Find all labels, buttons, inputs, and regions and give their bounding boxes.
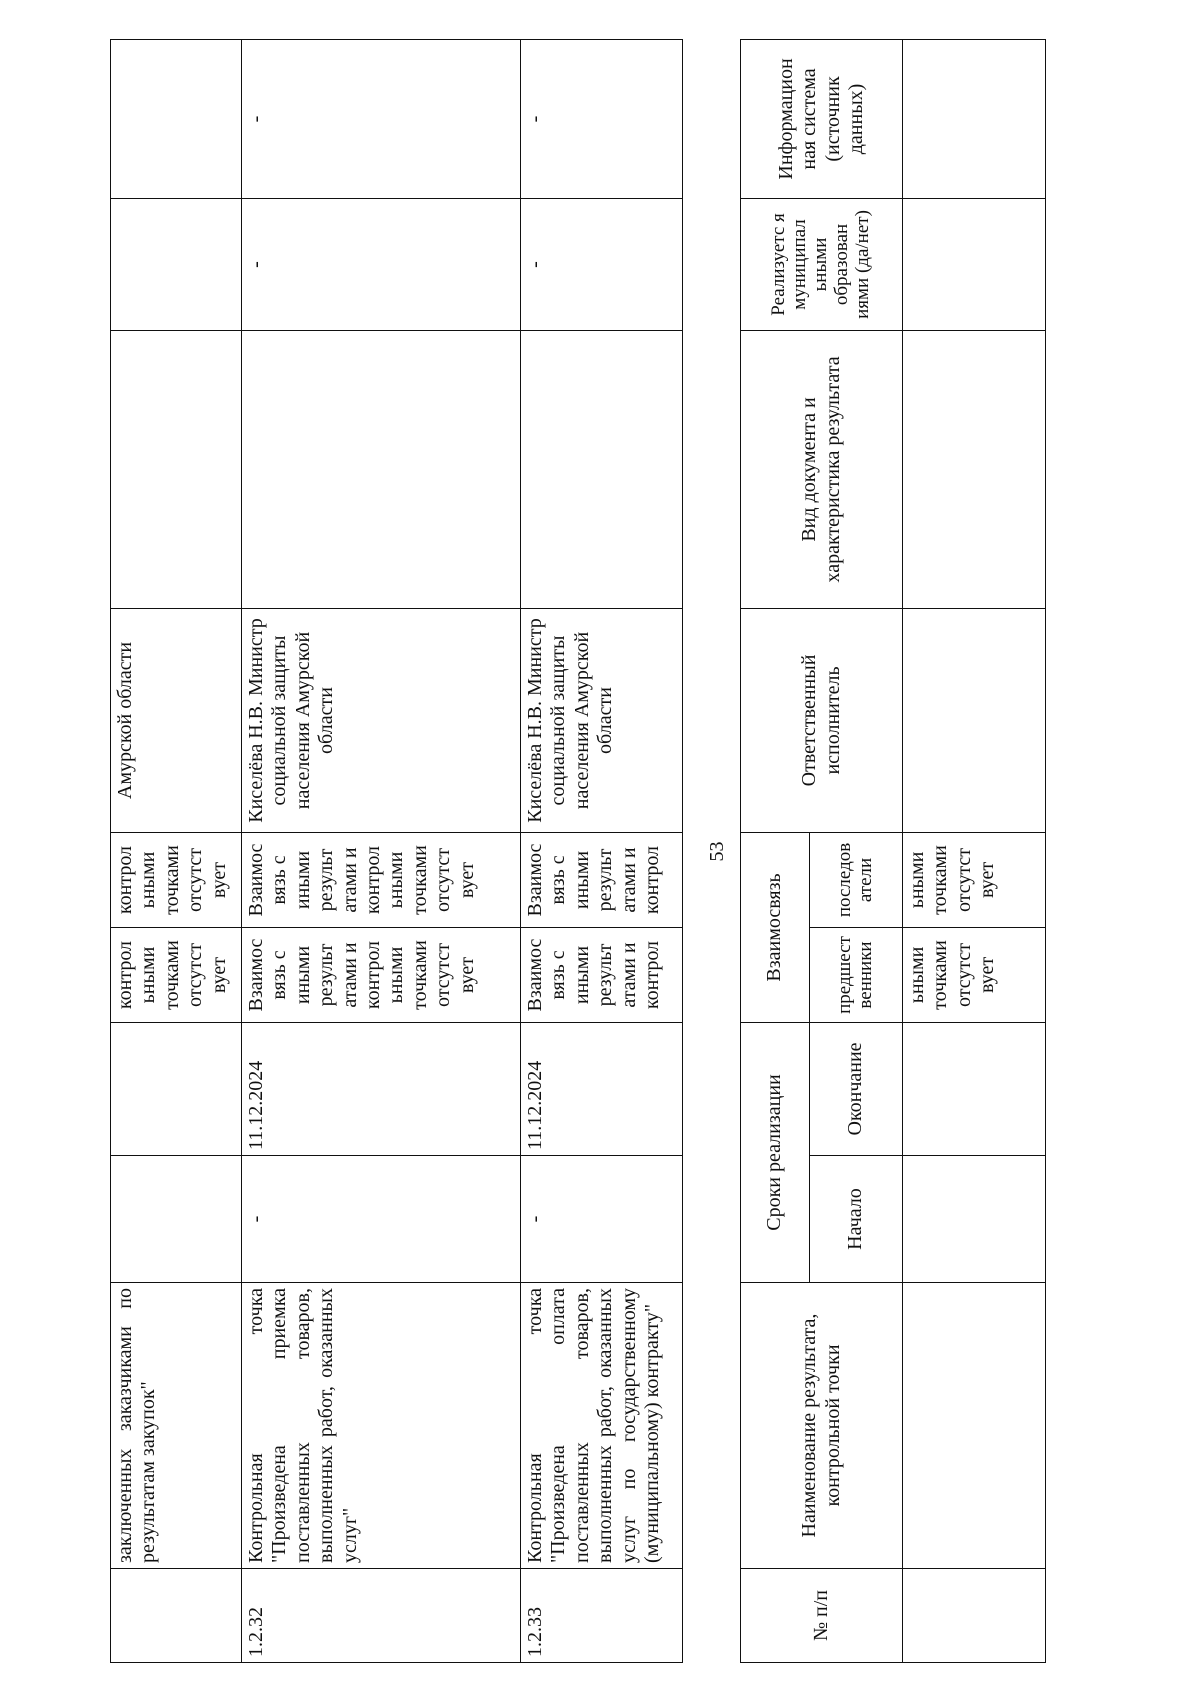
result-name <box>903 1283 1046 1569</box>
start-date: - <box>242 1156 521 1283</box>
predecessors: Взаимос вязь с иными результ атами и контрол <box>521 928 683 1023</box>
successors: Взаимос вязь с иными результ атами и контрол ьными точками отсутст вует <box>242 833 521 928</box>
header-system: Информацион ная система (источник данных) <box>741 39 903 198</box>
document-type <box>903 330 1046 608</box>
row-number <box>903 1569 1046 1663</box>
municipal-flag <box>111 199 242 331</box>
document-type <box>242 331 521 609</box>
info-system: - <box>242 40 521 199</box>
row-number: 1.2.32 <box>242 1569 521 1663</box>
header-municipal: Реализуетс я муниципал ьными образован иями (да/нет) <box>741 198 903 330</box>
table-row <box>111 40 242 1663</box>
document-type <box>111 331 242 609</box>
predecessors: контрол ьными точками отсутст вует <box>111 928 242 1023</box>
predecessors: ьными точками отсутст вует <box>903 927 1046 1022</box>
header-successors: последов атели <box>810 832 903 927</box>
header-link: Взаимосвязь <box>741 832 810 1022</box>
successors: Взаимос вязь с иными результ атами и контрол <box>521 833 683 928</box>
header-responsible: Ответственный исполнитель <box>741 608 903 832</box>
header-document: Вид документа и характеристика результата <box>741 330 903 608</box>
responsible: Киселёва Н.В. Министр социальной защиты населения Амурской области <box>521 609 683 833</box>
table-row <box>521 40 683 1663</box>
predecessors: Взаимос вязь с иными результ атами и контрол ьными точками отсутст вует <box>242 928 521 1023</box>
info-system <box>903 39 1046 198</box>
table-row <box>903 39 1046 1662</box>
successors: контрол ьными точками отсутст вует <box>111 833 242 928</box>
responsible: Киселёва Н.В. Министр социальной защиты населения Амурской области <box>242 609 521 833</box>
end-date: 11.12.2024 <box>242 1023 521 1156</box>
header-number: № п/п <box>741 1569 903 1663</box>
page-number: 53 <box>706 841 728 862</box>
info-system <box>111 40 242 199</box>
results-table <box>110 39 683 1663</box>
result-name: Контрольная точка "Произведена приемка поставленных товаров, выполненных работ, оказанных услуг" <box>242 1283 521 1569</box>
header-start: Начало <box>810 1156 903 1283</box>
end-date <box>111 1023 242 1156</box>
table-header-repeat <box>740 39 1046 1663</box>
municipal-flag: - <box>242 199 521 331</box>
row-number: 1.2.33 <box>521 1569 683 1663</box>
header-row <box>741 39 810 1662</box>
table-row <box>242 40 521 1663</box>
municipal-flag <box>903 198 1046 330</box>
start-date: - <box>521 1156 683 1283</box>
result-name: Контрольная точка "Произведена оплата поставленных товаров, выполненных работ, оказанных услуг по государственному (муниципальному) контракту" <box>521 1283 683 1569</box>
document-type <box>521 331 683 609</box>
header-terms: Сроки реализации <box>741 1022 810 1282</box>
responsible: Амурской области <box>111 609 242 833</box>
info-system: - <box>521 40 683 199</box>
row-number <box>111 1569 242 1663</box>
result-name: заключенных заказчиками по результатам закупок" <box>111 1283 242 1569</box>
header-predecessors: предшест венники <box>810 927 903 1022</box>
start-date <box>111 1156 242 1283</box>
start-date <box>903 1156 1046 1283</box>
end-date: 11.12.2024 <box>521 1023 683 1156</box>
responsible <box>903 608 1046 832</box>
municipal-flag: - <box>521 199 683 331</box>
successors: ьными точками отсутст вует <box>903 832 1046 927</box>
header-end: Окончание <box>810 1022 903 1155</box>
header-name: Наименование результата, контрольной точки <box>741 1283 903 1569</box>
end-date <box>903 1022 1046 1155</box>
